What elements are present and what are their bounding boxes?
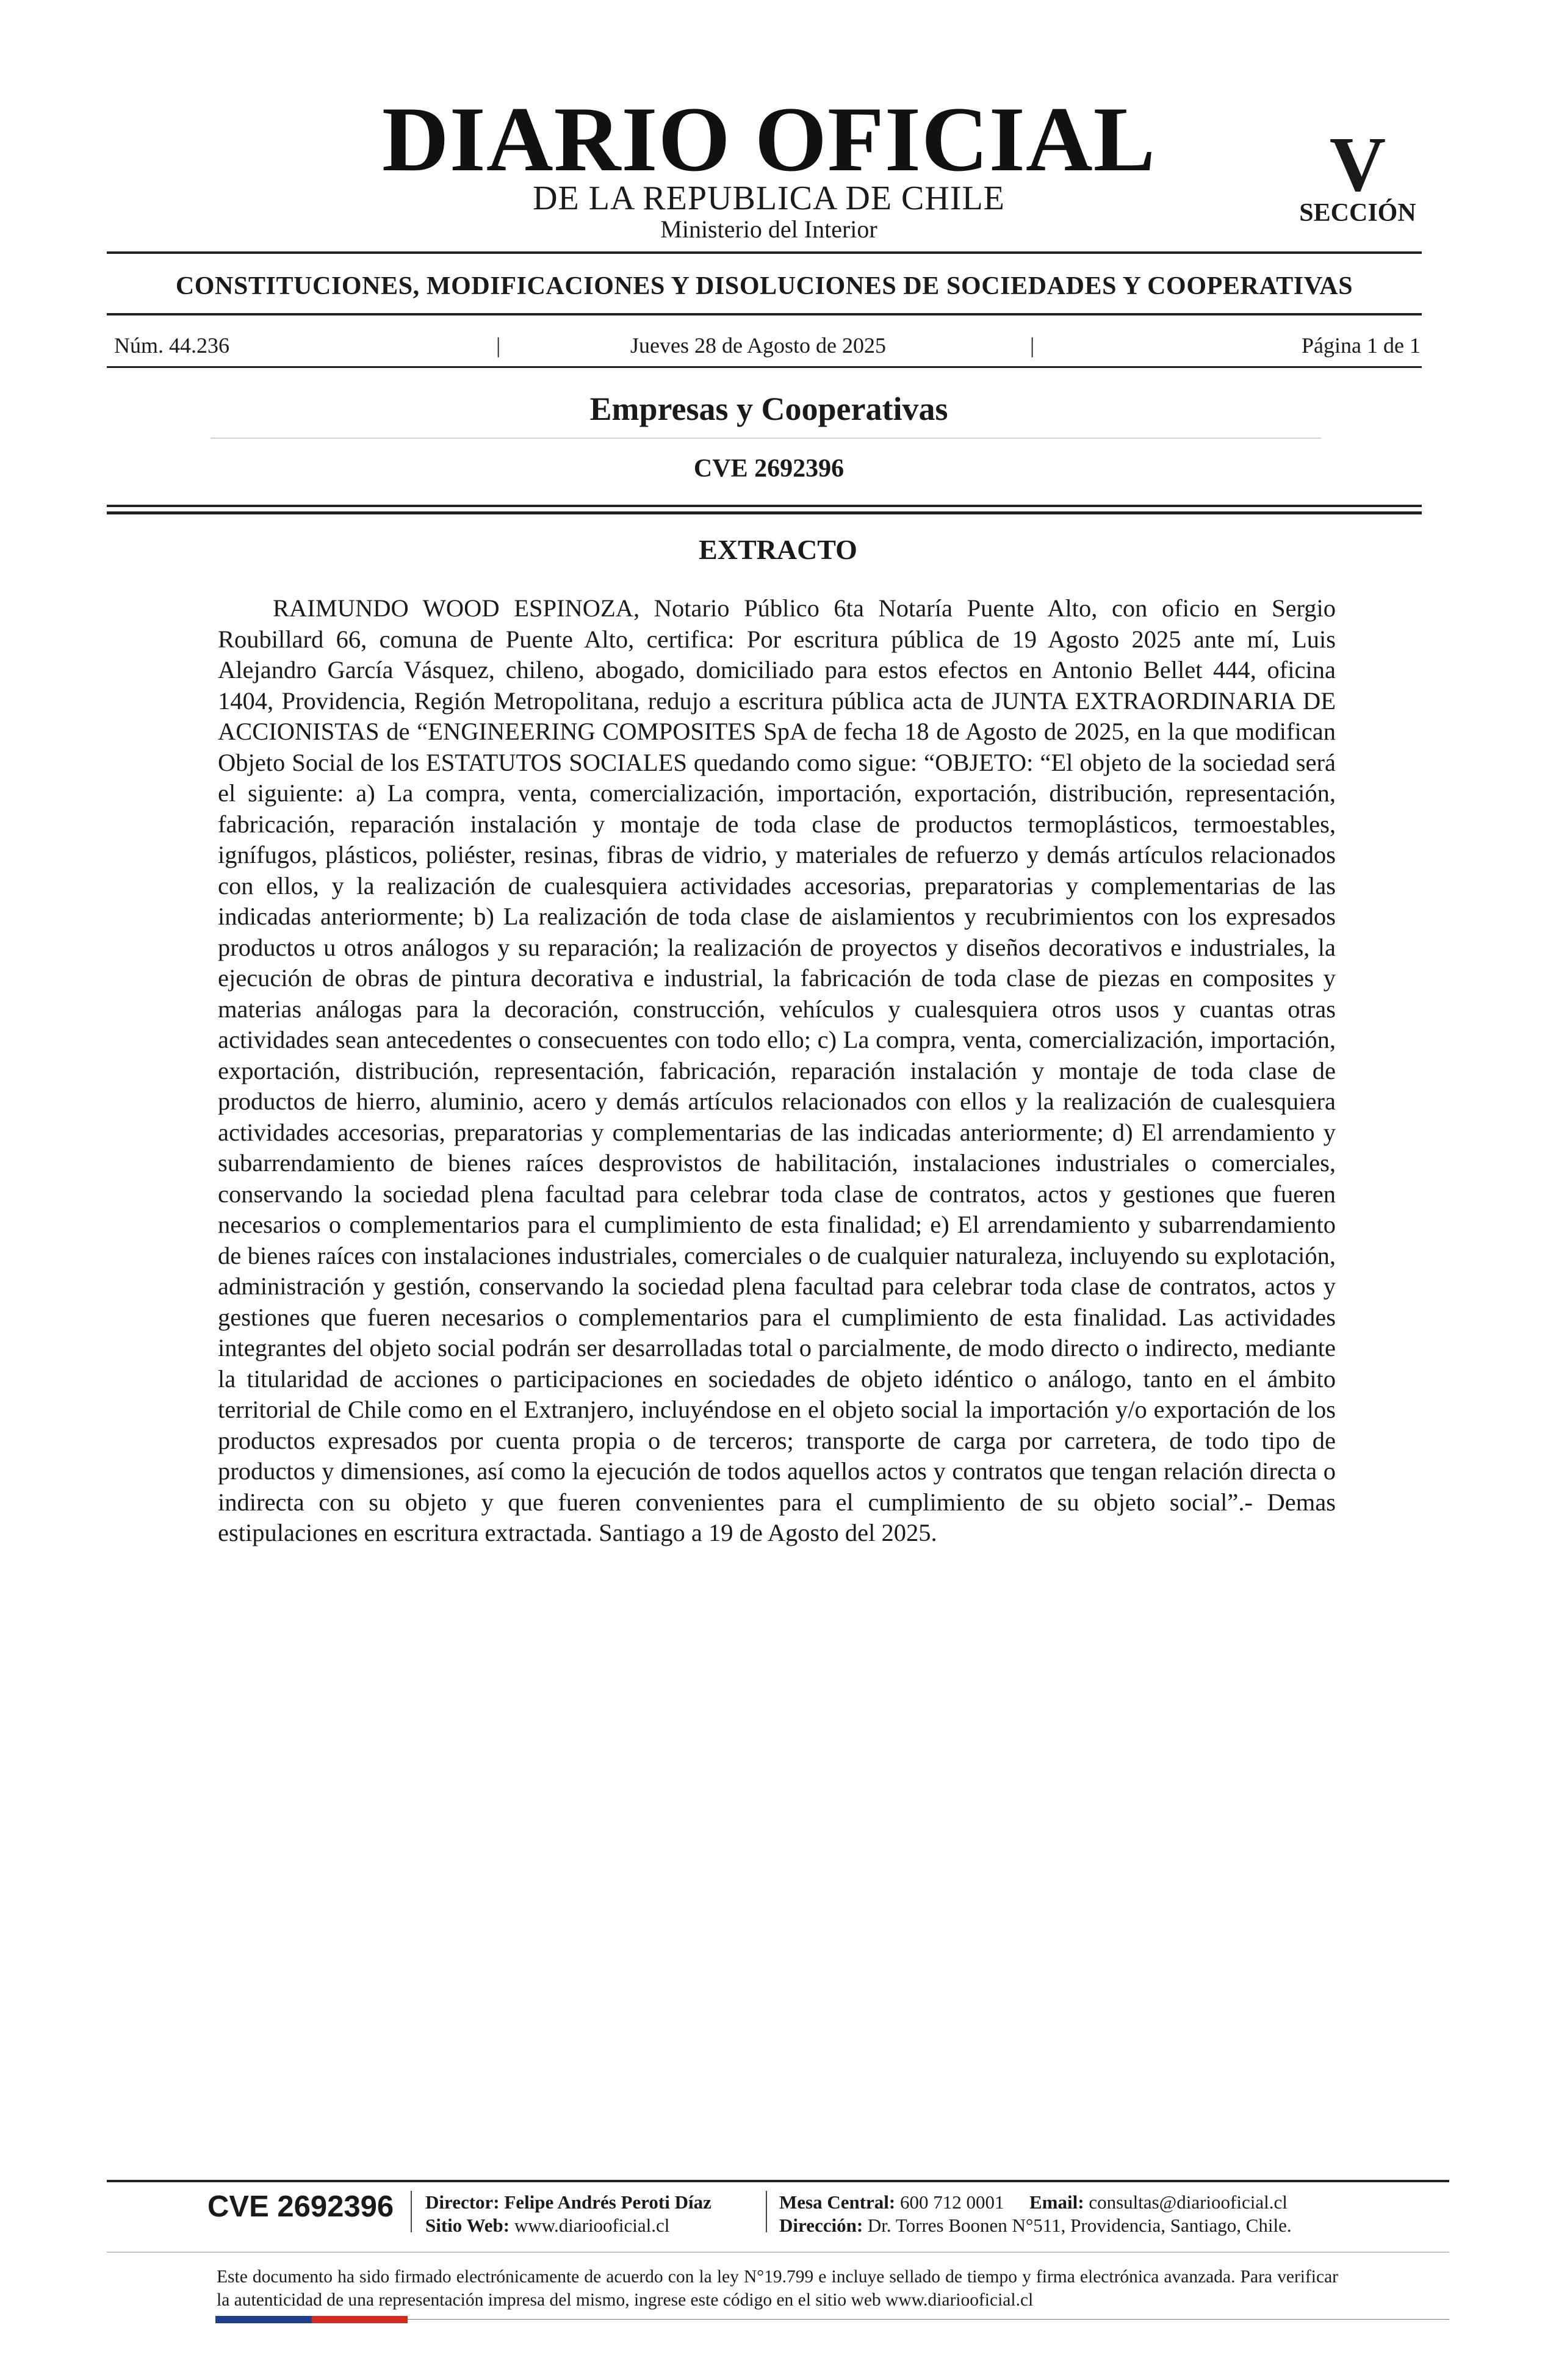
masthead-subtitle: DE LA REPUBLICA DE CHILE: [533, 179, 1005, 217]
flag-stripe-blue: [215, 2316, 312, 2323]
masthead-title: DIARIO OFICIAL: [381, 88, 1156, 190]
section-letter: V: [1329, 121, 1386, 207]
header-rule-top: [107, 251, 1422, 254]
double-rule-bottom: [107, 511, 1422, 514]
double-rule-top: [107, 505, 1422, 507]
director-label: Director:: [425, 2191, 500, 2213]
address-value: Dr. Torres Boonen N°511, Providencia, Santiago, Chile.: [867, 2215, 1292, 2236]
footer-rule-bottom: [408, 2319, 1449, 2320]
director-name: Felipe Andrés Peroti Díaz: [504, 2191, 711, 2213]
footer-cve-code: CVE 2692396: [207, 2190, 394, 2223]
email-label: Email:: [1029, 2191, 1084, 2213]
issue-number: Núm. 44.236: [114, 333, 229, 358]
footer-notice: Este documento ha sido firmado electrónicamente de acuerdo con la ley N°19.799 e incluye sellado de tiempo y firma electrónica avanzada. Para verificar la autenticidad de una representación impresa del mismo, ingrese este código en el sitio web www.diariooficial.cl: [217, 2267, 1338, 2310]
footer-rule-top: [107, 2180, 1449, 2182]
footer-address: [779, 2214, 1292, 2237]
header-rule-middle: [107, 313, 1422, 316]
section-heading: CONSTITUCIONES, MODIFICACIONES Y DISOLUCIONES DE SOCIEDADES Y COOPERATIVAS: [175, 272, 1353, 300]
cve-code: CVE 2692396: [693, 455, 845, 483]
address-label: Dirección:: [779, 2215, 863, 2236]
masthead-ministry: Ministerio del Interior: [660, 215, 877, 243]
footer-divider: [411, 2191, 412, 2232]
document-body: RAIMUNDO WOOD ESPINOZA, Notario Público 6ta Notaría Puente Alto, con oficio en Sergio Roubillard 66, comuna de Puente Alto, certifica: Por escritura pública de 19 Agosto 2025 ante mí, Luis Alejandro García Vásquez, chileno, abogado, domiciliado para estos efectos en Antonio Bellet 444, oficina 1404, Providencia, Región Metropolitana, redujo a escritura pública acta de JUNTA EXTRAORDINARIA DE ACCIONISTAS de “ENGINEERING COMPOSITES SpA de fecha 18 de Agosto de 2025, en la que modifican Objeto Social de los ESTATUTOS SOCIALES quedando como sigue: “OBJETO: “El objeto de la sociedad será el siguiente: a) La compra, venta, comercialización, importación, exportación, distribución, representación, fabricación, reparación instalación y montaje de toda clase de productos termoplásticos, termoestables, ignífugos, plásticos, poliéster, resinas, fibras de vidrio, y materiales de refuerzo y demás artículos relacionados con ellos, y la realización de cualesquiera actividades accesorias, preparatorias y complementarias de las indicadas anteriormente; b) La realización de toda clase de aislamientos y recubrimientos con los expresados productos u otros análogos y su reparación; la realización de proyectos y diseños decorativos e industriales, la ejecución de obras de pintura decorativa e industrial, la fabricación de toda clase de piezas en composites y materias análogas para la decoración, construcción, vehículos y cualesquiera otros usos y cuantas otras actividades sean antecedentes o consecuentes con todo ello; c) La compra, venta, comercialización, importación, exportación, distribución, representación, fabricación, reparación instalación y montaje de toda clase de productos de hierro, aluminio, acero y demás artículos relacionados con ellos y la realización de cualesquiera actividades accesorias, preparatorias y complementarias de las indicadas anteriormente; d) El arrendamiento y subarrendamiento de bienes raíces desprovistos de habilitación, instalaciones industriales o comerciales, conservando la sociedad plena facultad para celebrar toda clase de contratos, actos y gestiones que fueren necesarios o complementarios para el cumplimiento de esta finalidad; e) El arrendamiento y subarrendamiento de bienes raíces con instalaciones industriales, comerciales o de cualquier naturaleza, incluyendo su explotación, administración y gestión, conservando la sociedad plena facultad para celebrar toda clase de contratos, actos y gestiones que fueren necesarios o complementarios para el cumplimiento de esta finalidad. Las actividades integrantes del objeto social podrán ser desarrolladas total o parcialmente, de modo directo o indirecto, mediante la titularidad de acciones o participaciones en sociedades de objeto idéntico o análogo, tanto en el ámbito territorial de Chile como en el Extranjero, incluyéndose en el objeto social la importación y/o exportación de los productos expresados por cuenta propia o de terceros; transporte de carga por carretera, de todo tipo de productos y dimensiones, así como la ejecución de todos aquellos actos y contratos que tengan relación directa o indirecta con su objeto y que fueren convenientes para el cumplimiento de su objeto social”.- Demas estipulaciones en escritura extractada. Santiago a 19 de Agosto del 2025.: [218, 594, 1336, 1546]
category-title: Empresas y Cooperativas: [589, 391, 948, 427]
header-rule-bottom: [107, 366, 1422, 368]
footer-contact: [779, 2191, 1288, 2214]
flag-stripe-red: [312, 2316, 408, 2323]
section-label: SECCIÓN: [1299, 199, 1416, 227]
footer-director: [425, 2191, 711, 2214]
issue-date: Jueves 28 de Agosto de 2025: [630, 333, 886, 358]
footer-website: [425, 2214, 669, 2237]
document-title: EXTRACTO: [699, 534, 857, 565]
category-divider: [211, 438, 1321, 439]
mesa-phone: 600 712 0001: [900, 2191, 1004, 2213]
email-link[interactable]: consultas@diariooficial.cl: [1089, 2191, 1288, 2213]
website-label: Sitio Web:: [425, 2215, 510, 2236]
footer-divider: [766, 2191, 767, 2232]
website-link[interactable]: www.diariooficial.cl: [514, 2215, 670, 2236]
issue-separator: |: [496, 333, 501, 358]
page-indicator: Página 1 de 1: [1302, 333, 1421, 358]
mesa-label: Mesa Central:: [779, 2191, 896, 2213]
issue-separator: |: [1030, 333, 1035, 358]
